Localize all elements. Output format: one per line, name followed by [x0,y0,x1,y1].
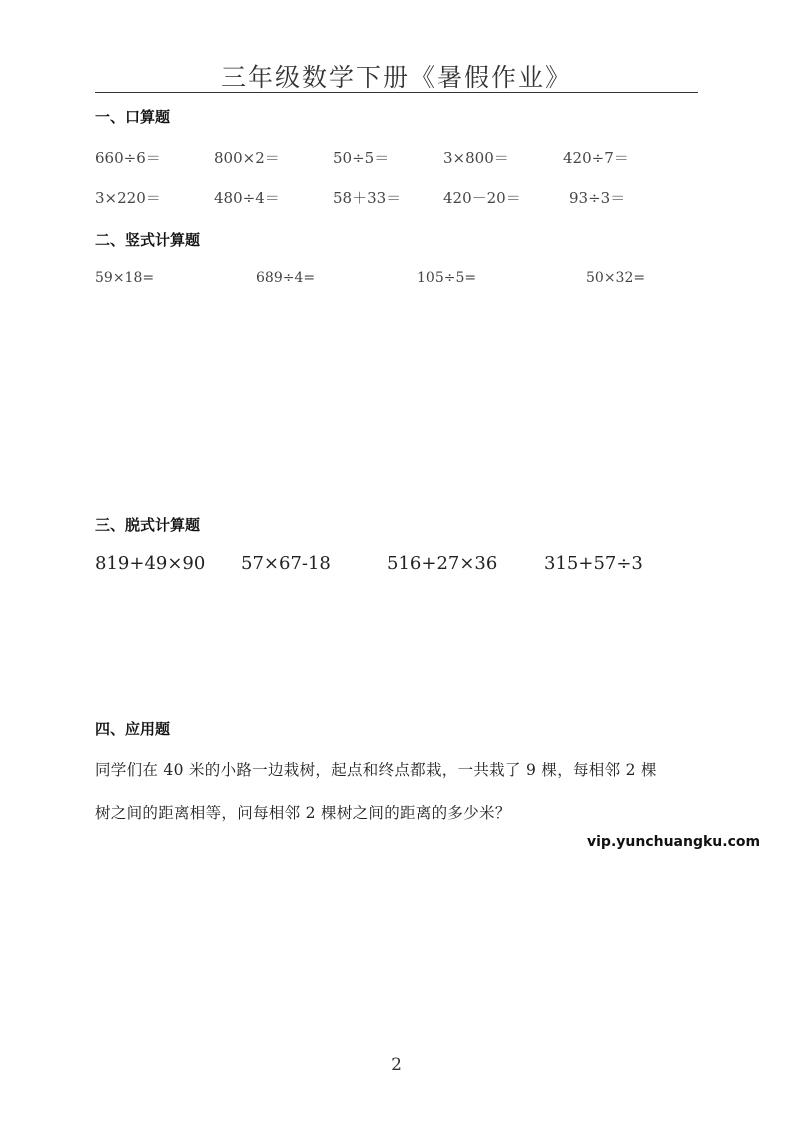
oral-problem: 3×220＝ [95,189,161,207]
word-problem-line: 同学们在 40 米的小路一边栽树，起点和终点都栽，一共栽了 9 棵，每相邻 2 棵 [95,761,657,779]
section-heading-word: 四、应用题 [95,720,171,738]
mixed-problem: 315+57÷3 [544,553,643,574]
mixed-problem: 819+49×90 [95,553,206,574]
page-number: 2 [391,1055,402,1075]
page-title: 三年级数学下册《暑假作业》 [220,63,572,92]
watermark-text: vip.yunchuangku.com [587,834,761,850]
oral-problem: 58＋33＝ [333,189,402,207]
vertical-problem: 105÷5= [417,270,477,286]
oral-problem: 660÷6＝ [95,149,161,167]
oral-problem: 800×2＝ [214,149,280,167]
section-heading-vertical: 二、竖式计算题 [95,231,201,249]
oral-problem: 3×800＝ [443,149,509,167]
oral-problem: 420÷7＝ [563,149,629,167]
mixed-problem: 516+27×36 [387,553,498,574]
oral-problem: 480÷4＝ [214,189,280,207]
oral-problem: 420－20＝ [443,189,521,207]
mixed-problem: 57×67-18 [241,553,331,574]
oral-problem: 50÷5＝ [333,149,390,167]
title-underline [95,92,698,93]
section-heading-mixed: 三、脱式计算题 [95,516,201,534]
section-heading-oral: 一、口算题 [95,108,171,126]
vertical-problem: 50×32= [586,270,646,286]
word-problem-line: 树之间的距离相等，问每相邻 2 棵树之间的距离的多少米？ [95,804,511,822]
vertical-problem: 59×18= [95,270,155,286]
vertical-problem: 689÷4= [256,270,316,286]
oral-problem: 93÷3＝ [569,189,626,207]
